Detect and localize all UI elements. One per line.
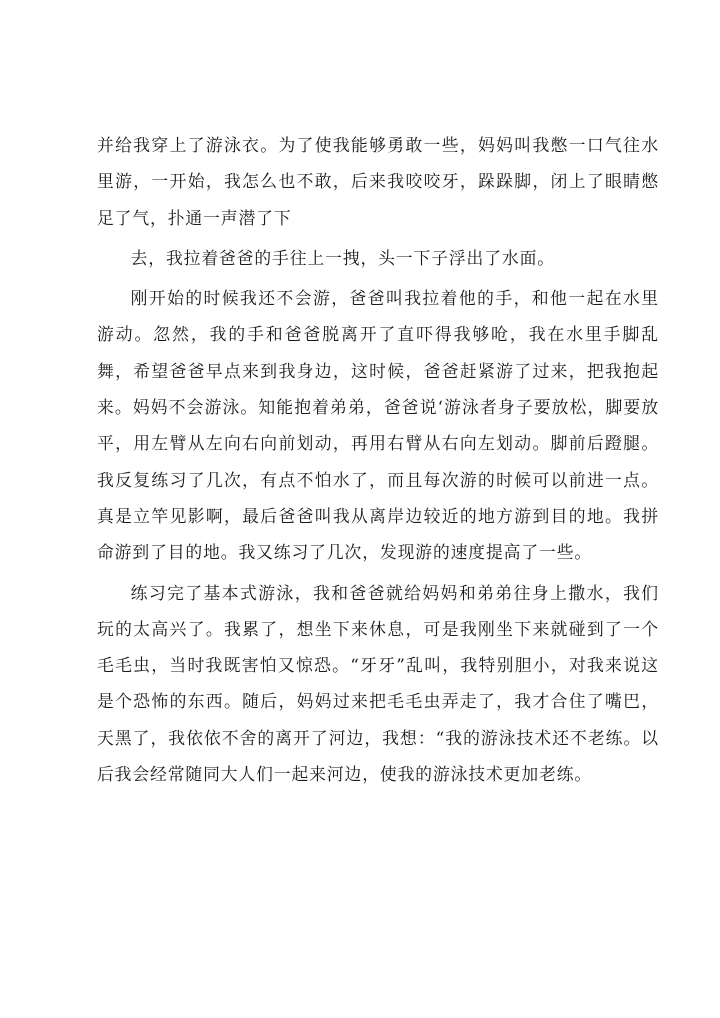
paragraph-continued: 并给我穿上了游泳衣。为了使我能够勇敢一些，妈妈叫我憋一口气往水里游，一开始，我怎么也不敢，后来我咬咬牙，跺跺脚，闭上了眼睛憋足了气，扑通一声潜了下 — [97, 135, 659, 228]
document-body — [97, 127, 659, 792]
paragraph: 刚开始的时候我还不会游，爸爸叫我拉着他的手，和他一起在水里游动。忽然，我的手和爸爸脱离开了直吓得我够呛，我在水里手脚乱舞，希望爸爸早点来到我身边，这时候，爸爸赶紧游了过来，把我抱起来。妈妈不会游泳。知能抱着弟弟，爸爸说‘游泳者身子要放松，脚要放平，用左臂从左向右向前划动，再用右臂从右向左划动。脚前后蹬腿。我反复练习了几次，有点不怕水了，而且每次游的时候可以前进一点。真是立竿见影啊，最后爸爸叫我从离岸边较近的地方游到目的地。我拼命游到了目的地。我又练习了几次，发现游的速度提高了一些。 — [97, 288, 659, 563]
paragraph: 练习完了基本式游泳，我和爸爸就给妈妈和弟弟往身上撒水，我们玩的太高兴了。我累了，想坐下来休息，可是我刚坐下来就碰到了一个毛毛虫，当时我既害怕又惊恐。“牙牙”乱叫，我特别胆小，对我来说这是个恐怖的东西。随后，妈妈过来把毛毛虫弄走了，我才合住了嘴巴，天黑了，我依依不舍的离开了河边，我想：“我的游泳技术还不老练。以后我会经常随同大人们一起来河边，使我的游泳技术更加老练。 — [97, 582, 659, 785]
paragraph: 去，我拉着爸爸的手往上一拽，头一下子浮出了水面。 — [130, 247, 555, 268]
